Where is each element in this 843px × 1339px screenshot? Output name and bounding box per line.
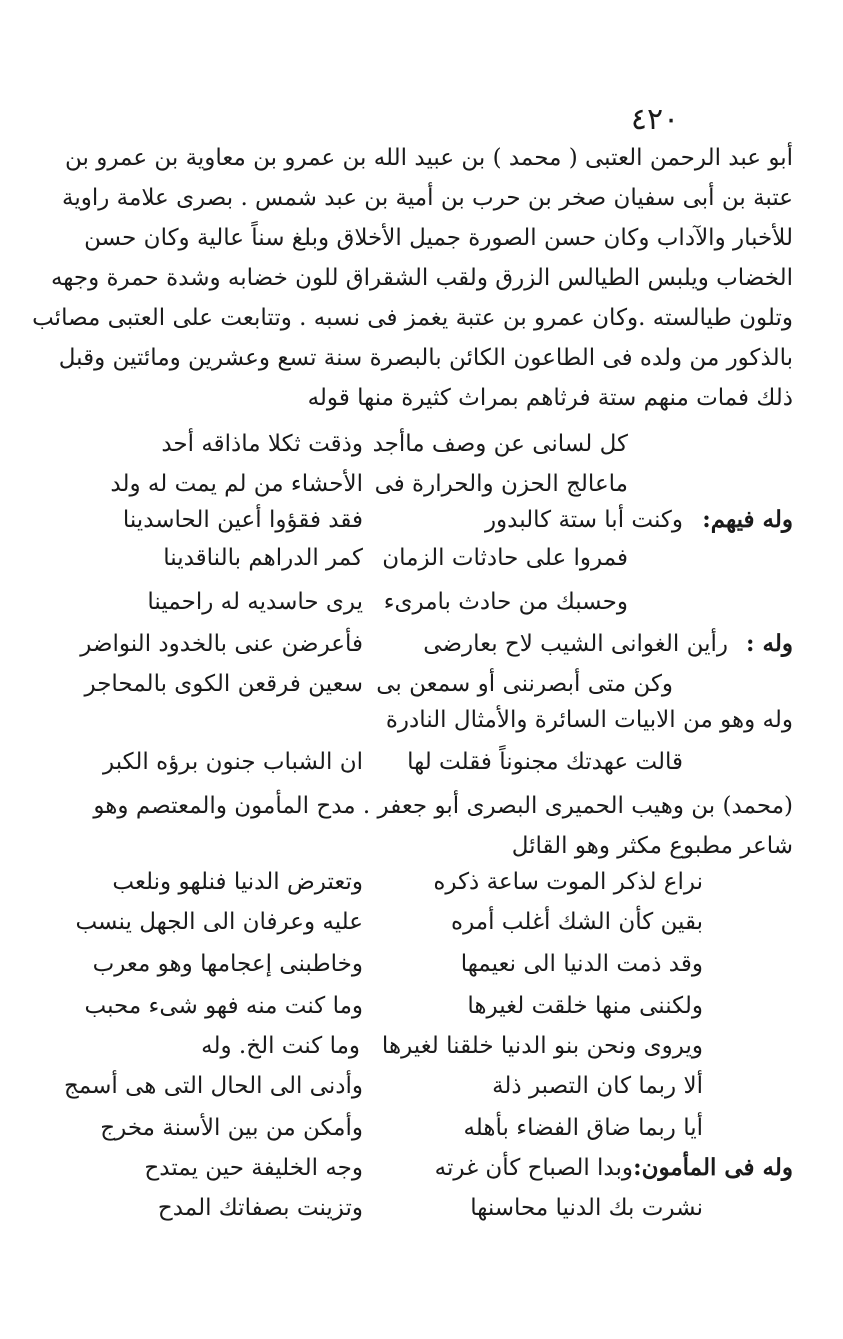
verse-second-hemistich: وأمكن من بين الأسنة مخرج: [100, 1115, 363, 1141]
verse-second-hemistich: وخاطبنى إعجامها وهو معرب: [92, 951, 363, 977]
verse-line: [0, 902, 843, 942]
verse-line: [0, 500, 843, 540]
verse-line: [0, 664, 843, 704]
verse-first-hemistich: كل لسانى عن وصف ماأجد: [372, 431, 628, 457]
verse-first-hemistich: نراع لذكر الموت ساعة ذكره: [433, 869, 703, 895]
verse-second-hemistich: كمر الدراهم بالناقدينا: [163, 545, 363, 571]
verse-second-hemistich: يرى حاسديه له راحمينا: [147, 589, 363, 615]
verse-line: [0, 464, 843, 504]
verse-second-hemistich: ان الشباب جنون برؤه الكبر: [103, 749, 363, 775]
verse-line: [0, 986, 843, 1026]
verse-line: [0, 1148, 843, 1188]
verse-line: [0, 944, 843, 984]
prose-line: عتبة بن أبى سفيان صخر بن حرب بن أمية بن عبد شمس . بصرى علامة راوية: [62, 185, 793, 211]
verse-line: [0, 624, 843, 664]
verse-line: [0, 582, 843, 622]
verse-first-hemistich: وكن متى أبصرننى أو سمعن بى: [376, 671, 673, 697]
verse-first-hemistich: بقين كأن الشك أغلب أمره: [451, 909, 703, 935]
verse-first-hemistich: ألا ربما كان التصبر ذلة: [492, 1073, 703, 1099]
verse-line: [0, 538, 843, 578]
verse-second-hemistich: وتعترض الدنيا فنلهو ونلعب: [112, 869, 363, 895]
prose-line: (محمد) بن وهيب الحميرى البصرى أبو جعفر . مدح المأمون والمعتصم وهو: [93, 793, 793, 819]
verse-second-hemistich: الأحشاء من لم يمت له ولد: [110, 471, 363, 497]
verse-line: [0, 424, 843, 464]
verse-second-hemistich: سعين فرقعن الكوى بالمحاجر: [84, 671, 363, 697]
variant-line: ويروى ونحن بنو الدنيا خلقنا لغيرها وما كنت الخ. وله: [201, 1033, 703, 1059]
verse-first-hemistich: فمروا على حادثات الزمان: [382, 545, 628, 571]
verse-line: [0, 1188, 843, 1228]
prose-line: ذلك فمات منهم ستة فرثاهم بمراث كثيرة منها قوله: [307, 385, 793, 411]
verse-second-hemistich: وتزينت بصفاتك المدح: [157, 1195, 363, 1221]
verse-second-hemistich: فقد فقؤوا أعين الحاسدينا: [122, 507, 363, 533]
verse-second-hemistich: عليه وعرفان الى الجهل ينسب: [75, 909, 363, 935]
verse-second-hemistich: وجه الخليفة حين يمتدح: [144, 1155, 363, 1181]
verse-line: [0, 1108, 843, 1148]
prose-line: أبو عبد الرحمن العتبى ( محمد ) بن عبيد الله بن عمرو بن معاوية بن عمرو بن: [65, 145, 793, 171]
verse-second-hemistich: وأدنى الى الحال التى هى أسمج: [63, 1073, 363, 1099]
verse-first-hemistich: ماعالج الحزن والحرارة فى: [374, 471, 628, 497]
verse-first-hemistich: رأين الغوانى الشيب لاح بعارضى: [423, 631, 728, 657]
prose-line: شاعر مطبوع مكثر وهو القائل: [511, 833, 793, 859]
prose-line: الخضاب ويلبس الطيالس الزرق ولقب الشقراق للون خضابه وشدة حمرة وجهه: [50, 265, 793, 291]
verse-second-hemistich: وما كنت منه فهو شىء محبب: [84, 993, 363, 1019]
verse-first-hemistich: نشرت بك الدنيا محاسنها: [470, 1195, 703, 1221]
verse-first-hemistich: وبدا الصباح كأن غرته: [434, 1155, 633, 1181]
prose-line: بالذكور من ولده فى الطاعون الكائن بالبصرة سنة تسع وعشرين ومائتين وقبل: [58, 345, 793, 371]
prose-line: وتلون طيالسته .وكان عمرو بن عتبة يغمز فى نسبه . وتتابعت على العتبى مصائب: [32, 305, 793, 331]
verse-first-hemistich: وقد ذمت الدنيا الى نعيمها: [460, 951, 703, 977]
verse-line: [0, 742, 843, 782]
verse-line: [0, 1066, 843, 1106]
verse-second-hemistich: وذقت ثكلا ماذاقه أحد: [161, 431, 363, 457]
verse-first-hemistich: قالت عهدتك مجنوناً فقلت لها: [407, 749, 683, 775]
verse-first-hemistich: أيا ربما ضاق الفضاء بأهله: [463, 1115, 703, 1141]
verse-second-hemistich: فأعرضن عنى بالخدود النواضر: [80, 631, 363, 657]
verse-lead-label: وله فى المأمون:: [633, 1154, 793, 1181]
verse-first-hemistich: ولكننى منها خلقت لغيرها: [467, 993, 703, 1019]
prose-line: للأخبار والآداب وكان حسن الصورة جميل الأخلاق وبلغ سناً عالية وكان حسن: [84, 225, 793, 251]
page-number: ٤٢٠: [630, 102, 680, 137]
note-line: وله وهو من الابيات السائرة والأمثال النادرة: [385, 707, 793, 733]
verse-line: [0, 862, 843, 902]
verse-lead-label: وله فيهم:: [702, 506, 793, 533]
verse-lead-label: وله :: [746, 630, 793, 657]
verse-first-hemistich: وحسبك من حادث بامرىء: [383, 589, 628, 615]
verse-first-hemistich: وكنت أبا ستة كالبدور: [484, 507, 683, 533]
